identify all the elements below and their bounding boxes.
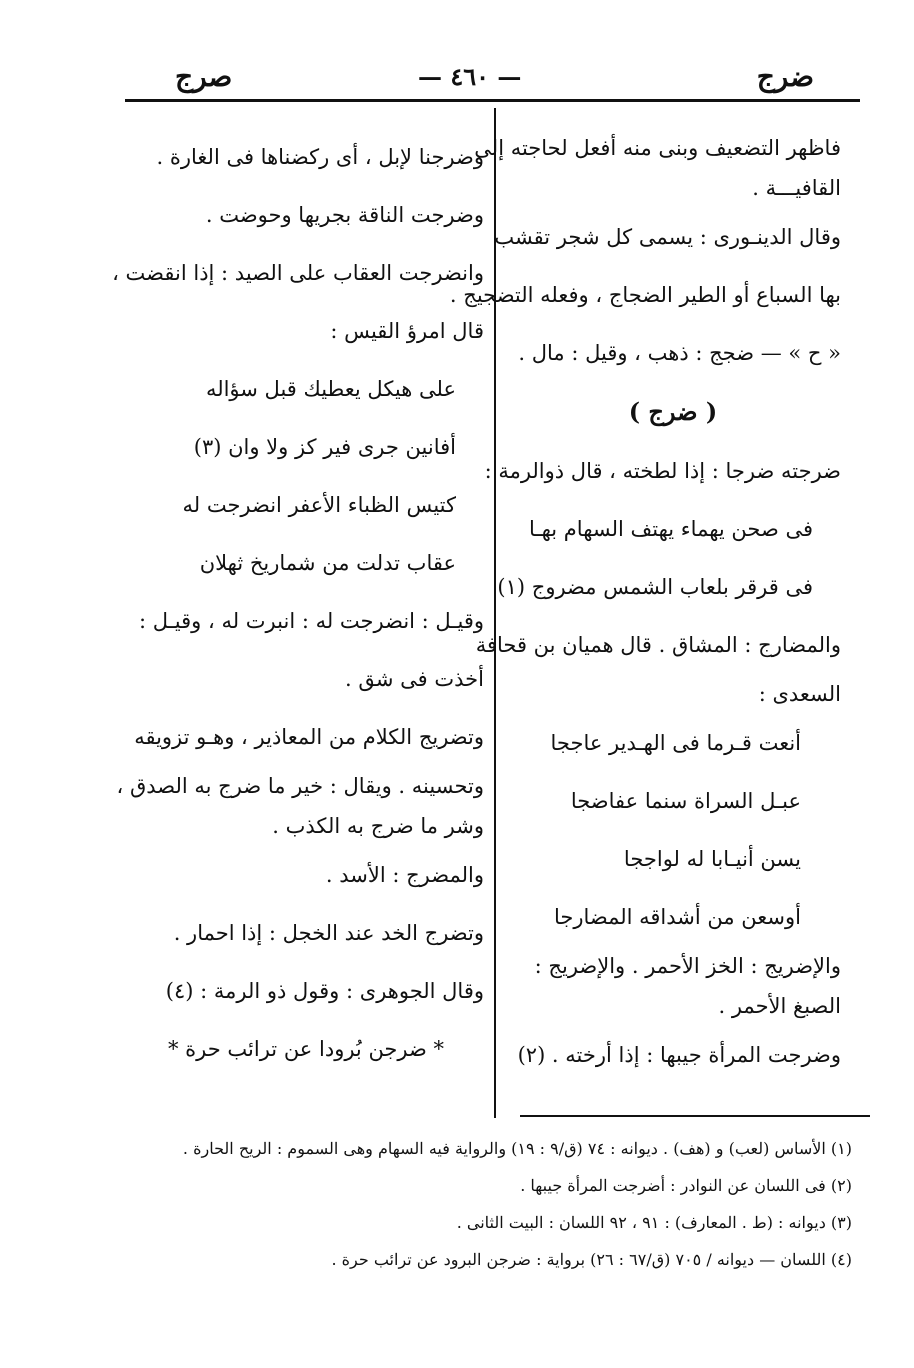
text-line: الصبغ الأحمر . [718, 994, 841, 1018]
text-line: والمضارج : المشاق . قال هميان بن قحافة [475, 633, 841, 657]
text-line: وشر ما ضرج به الكذب . [272, 814, 484, 838]
header-rule [125, 99, 860, 102]
footnote: (٣) ديوانه : (ط . المعارف) : ٩١ ، ٩٢ اللسان : البيت الثانى . [456, 1213, 852, 1232]
header-root-right: ضرج [756, 60, 814, 93]
verse-line: يسن أنيـابا له لواججا [623, 847, 801, 871]
text-line: أخذت فى شق . [345, 667, 484, 691]
text-line: « ح » — ضجج : ذهب ، وقيل : مال . [518, 341, 841, 365]
verse-line: أفانين جرى فير كز ولا وان (٣) [193, 435, 456, 459]
verse-line: عبـل السراة سنما عفاضجا [570, 789, 801, 813]
text-line: قال امرؤ القيس : [330, 319, 484, 343]
text-line: بها السباع أو الطير الضجاج ، وفعله التضجيج . [449, 283, 841, 307]
text-line: القافيـــة . [752, 176, 841, 200]
text-line: وقيـل : انضرجت له : انبرت له ، وقيـل : [139, 609, 484, 633]
text-line: وضرجنا لإبل ، أى ركضناها فى الغارة . [156, 145, 484, 169]
verse-line: أنعت قـرما فى الهـدير عاججا [550, 731, 801, 755]
left-column [112, 128, 484, 1078]
verse-line: فى قرقر بلعاب الشمس مضروج (١) [497, 575, 813, 599]
verse-line: كتيس الظباء الأعفر انضرجت له [182, 493, 456, 517]
footnote: (٤) اللسان — ديوانه / ٧٠٥ (ق/٦٧ : ٢٦) برواية : ضرجن البرود عن ترائب حرة . [331, 1250, 852, 1269]
right-column [449, 128, 841, 1084]
text-line: وقال الدينـورى : يسمى كل شجر تقشب [494, 225, 841, 249]
text-line: وتضريج الكلام من المعاذير ، وهـو تزويقه [134, 725, 484, 749]
section-heading: ( ضرج ) [628, 397, 718, 426]
text-line: والإضريج : الخز الأحمر . والإضريج : [534, 954, 841, 978]
footnote: (١) الأساس (لعب) و (هف) . ديوانه : ٧٤ (ق/٩ : ١٩) والرواية فيه السهام وهى السموم : الريح الحارة . [182, 1139, 852, 1158]
footnote: (٢) فى اللسان عن النوادر : أضرجت المرأة جيبها . [520, 1176, 852, 1195]
verse-line: فى صحن يهماء يهتف السهام بهـا [529, 517, 813, 541]
verse-line: أوسعن من أشداقه المضارجا [553, 905, 801, 929]
verse-line: عقاب تدلت من شماريخ ثهلان [199, 551, 456, 575]
text-line: وتحسينه . ويقال : خير ما ضرج به الصدق ، [116, 774, 484, 798]
verse-line: على هيكل يعطيك قبل سؤاله [205, 377, 456, 401]
text-line: وضرجت الناقة بجريها وحوضت . [205, 203, 484, 227]
text-line: السعدى : [758, 682, 841, 706]
page-number: — ٤٦٠ — [418, 62, 522, 91]
footnote-rule [520, 1115, 870, 1117]
text-line: فاظهر التضعيف وبنى منه أفعل لحاجته إلى [474, 136, 841, 160]
verse-line: * ضرجن بُرودا عن ترائب حرة * [167, 1037, 444, 1061]
text-line: ضرجته ضرجا : إذا لطخته ، قال ذوالرمة : [484, 459, 841, 483]
text-line: وضرجت المرأة جيبها : إذا أرخته . (٢) [517, 1043, 841, 1067]
text-line: وتضرج الخد عند الخجل : إذا احمار . [173, 921, 484, 945]
footnotes [102, 1130, 852, 1278]
text-line: وانضرجت العقاب على الصيد : إذا انقضت ، [112, 261, 484, 285]
text-line: وقال الجوهرى : وقول ذو الرمة : (٤) [165, 979, 484, 1003]
header-root-left: صرج [175, 60, 233, 93]
text-line: والمضرج : الأسد . [325, 863, 484, 887]
